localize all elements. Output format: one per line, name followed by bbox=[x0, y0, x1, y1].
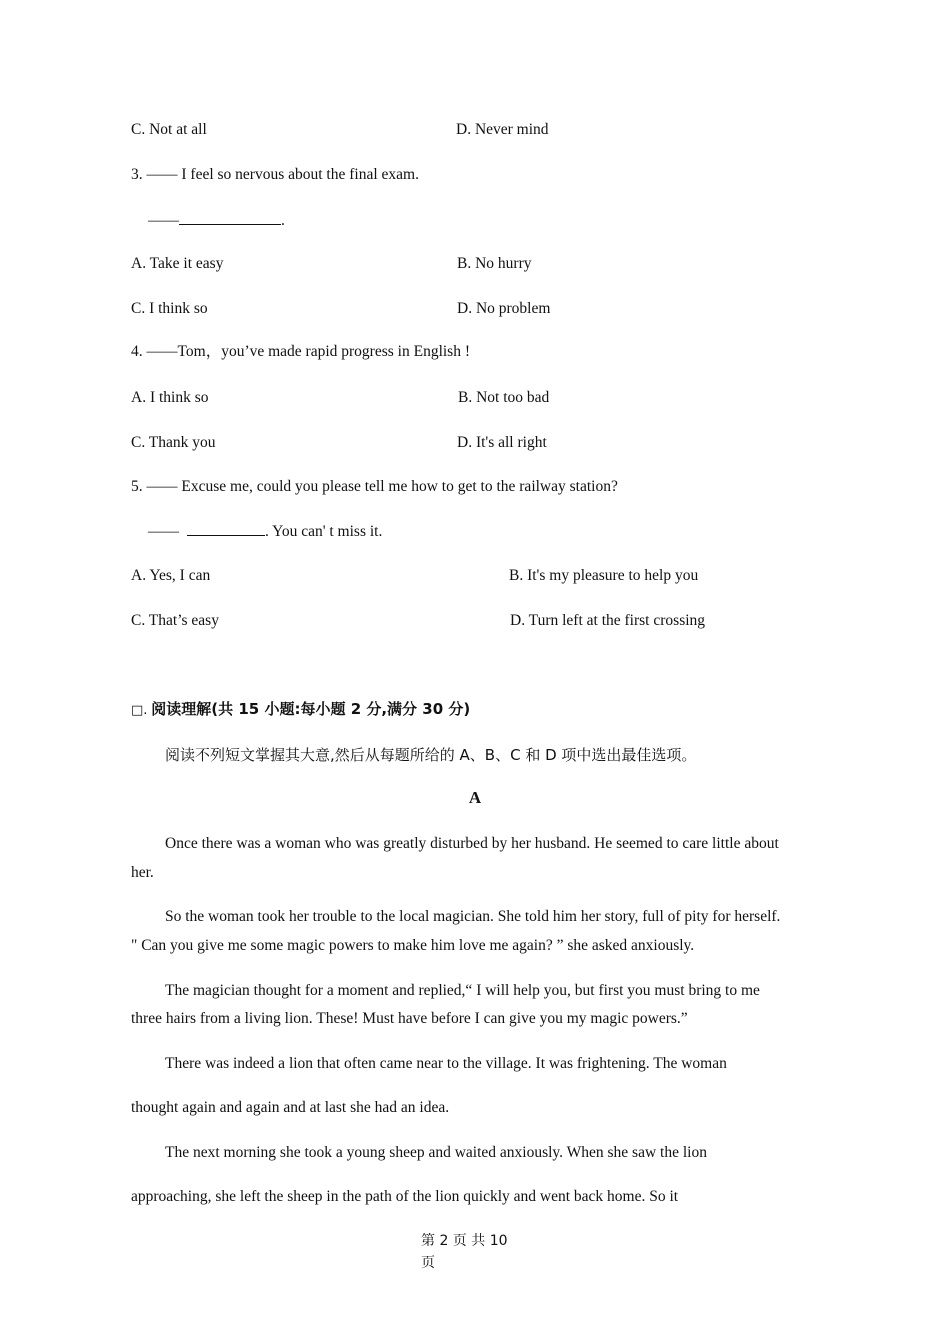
q5-answer-line bbox=[148, 521, 382, 542]
q3-option-d: D. No problem bbox=[457, 300, 551, 317]
q3-option-b: B. No hurry bbox=[457, 255, 532, 272]
q3-option-a: A. Take it easy bbox=[131, 255, 224, 272]
section-heading bbox=[131, 699, 470, 721]
q5-prompt: 5. —— Excuse me, could you please tell me how to get to the railway station? bbox=[131, 478, 618, 495]
page-footer-line1: 第 2 页 共 10 bbox=[421, 1233, 508, 1249]
q5-option-a: A. Yes, I can bbox=[131, 567, 211, 584]
section-instruction: 阅读不列短文掌握其大意,然后从每题所给的 A、B、C 和 D 项中选出最佳选项。 bbox=[165, 746, 697, 764]
section-heading-mark: □. bbox=[131, 703, 148, 718]
passage-p1-line2: her. bbox=[131, 864, 154, 881]
passage-p2-line1: So the woman took her trouble to the local magician. She told him her story, full of pity for herself. bbox=[165, 908, 781, 925]
q5-answer-dash: —— bbox=[148, 523, 179, 540]
passage-p4-line2: thought again and again and at last she had an idea. bbox=[131, 1099, 450, 1116]
q3-answer-dash: —— bbox=[148, 212, 179, 229]
q3-answer-line bbox=[148, 210, 285, 231]
passage-p2-line2: " Can you give me some magic powers to make him love me again? ” she asked anxiously. bbox=[131, 937, 695, 954]
passage-p3-line2: three hairs from a living lion. These! Must have before I can give you my magic powers.” bbox=[131, 1010, 688, 1027]
q3-option-c: C. I think so bbox=[131, 300, 208, 317]
q2-option-d: D. Never mind bbox=[456, 121, 549, 138]
q2-option-c: C. Not at all bbox=[131, 121, 207, 138]
passage-p4-line1: There was indeed a lion that often came near to the village. It was frightening. The woman bbox=[165, 1055, 727, 1072]
q5-answer-end: . You can' t miss it. bbox=[265, 523, 383, 540]
q3-answer-end: . bbox=[281, 212, 285, 229]
q3-prompt: 3. —— I feel so nervous about the final exam. bbox=[131, 166, 419, 183]
passage-p3-line1: The magician thought for a moment and replied,“ I will help you, but first you must bring to me bbox=[165, 982, 760, 999]
q4-option-c: C. Thank you bbox=[131, 434, 216, 451]
passage-p5-line2: approaching, she left the sheep in the path of the lion quickly and went back home. So it bbox=[131, 1188, 679, 1205]
q4-option-d: D. It's all right bbox=[457, 434, 547, 451]
q5-option-c: C. That’s easy bbox=[131, 612, 219, 629]
passage-p1-line1: Once there was a woman who was greatly disturbed by her husband. He seemed to care little about bbox=[165, 835, 779, 852]
passage-label: A bbox=[468, 788, 482, 807]
q5-option-d: D. Turn left at the first crossing bbox=[510, 612, 706, 629]
section-heading-text: 阅读理解(共 15 小题:每小题 2 分,满分 30 分) bbox=[151, 700, 471, 718]
q5-answer-blank bbox=[187, 521, 265, 536]
q3-answer-blank bbox=[179, 210, 281, 225]
q4-option-b: B. Not too bad bbox=[458, 389, 550, 406]
passage-p5-line1: The next morning she took a young sheep and waited anxiously. When she saw the lion bbox=[165, 1144, 707, 1161]
q5-option-b: B. It's my pleasure to help you bbox=[509, 567, 699, 584]
page-footer-line2: 页 bbox=[421, 1255, 435, 1271]
q4-prompt: 4. ——Tom，you’ve made rapid progress in English ! bbox=[131, 343, 470, 360]
q4-option-a: A. I think so bbox=[131, 389, 209, 406]
